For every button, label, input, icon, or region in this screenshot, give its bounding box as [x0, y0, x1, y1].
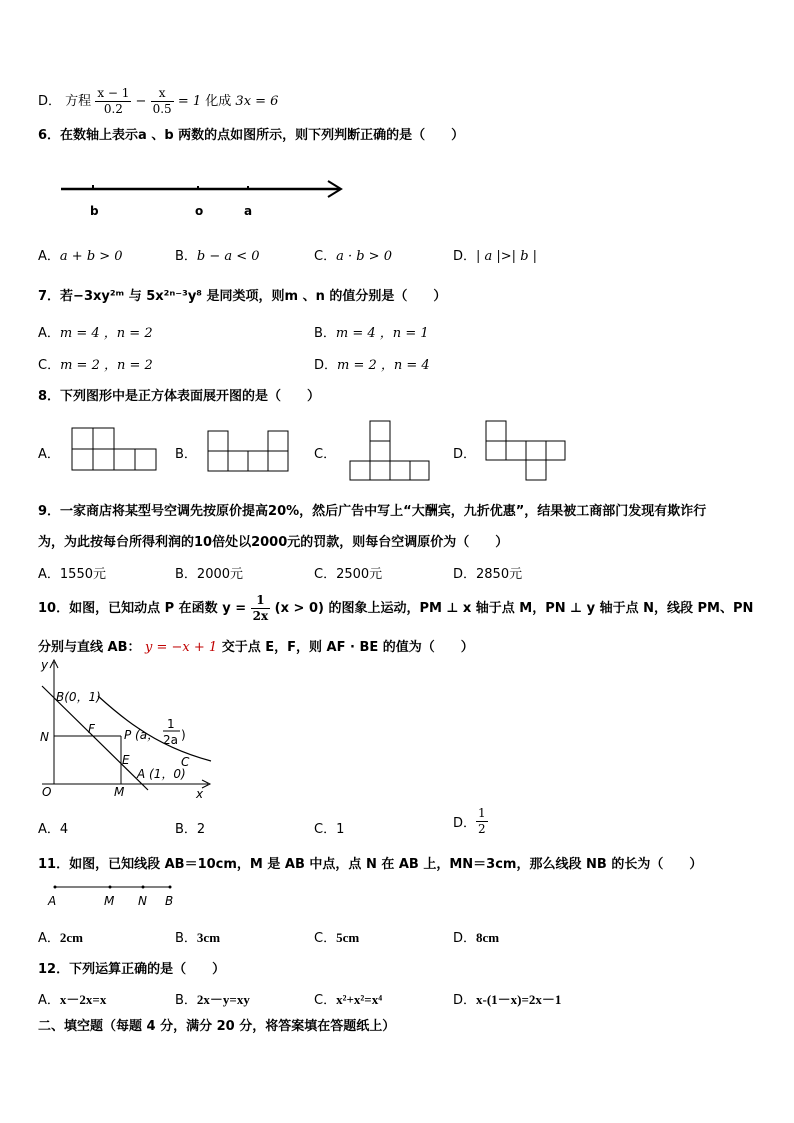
q8-stem: 8．下列图形中是正方体表面展开图的是（ ） [38, 389, 321, 404]
q11-option-a: A．2cm [38, 930, 84, 946]
q10-option-c: C．1 [314, 822, 345, 837]
q10-option-b: B．2 [175, 822, 206, 837]
q12-option-b: B．2x－y=xy [175, 992, 250, 1008]
q10-line-equation: y = −x + 1 [145, 640, 218, 655]
svg-text:2a: 2a [163, 733, 178, 747]
q9-option-a: A．1550元 [38, 567, 106, 582]
q7-stem: 7．若−3xy²ᵐ 与 5x²ⁿ⁻³y⁸ 是同类项，则m 、n 的值分别是（ ） [38, 289, 447, 304]
q7-option-a: A．m = 4 ，n = 2 [38, 326, 153, 341]
q5-option-d-pre: 方程 [65, 94, 92, 109]
q6-option-c: C．a · b > 0 [314, 249, 392, 264]
svg-text:O: O [42, 785, 52, 799]
svg-text:M: M [114, 785, 125, 799]
svg-text:x: x [196, 787, 204, 801]
q7-option-b: B．m = 4 ，n = 1 [314, 326, 429, 341]
q10-function-fraction: $\frac{1}{2x}$ [252, 593, 269, 623]
q6-number-line [55, 175, 355, 220]
q5-rhs: = 1 [177, 94, 202, 109]
svg-text:B(0，1): B(0，1) [56, 690, 101, 704]
q10-option-d: D． $\frac{1}{2}$ [453, 806, 486, 836]
q10-stem-line1: 10．如图，已知动点 P 在函数 y = $\frac{1}{2x}$ (x > 0) 的图象上运动，PM ⊥ x 轴于点 M，PN ⊥ y 轴于点 N，线段 PM、PN [38, 593, 754, 623]
label-b: b [90, 204, 99, 218]
svg-text:B: B [165, 894, 174, 908]
q9-option-b: B．2000元 [175, 567, 244, 582]
q11-option-c: C．5cm [314, 930, 360, 946]
q6-option-d: D．| a |>| b | [453, 249, 538, 264]
q5-minus: − [135, 94, 147, 109]
q12-option-d: D．x-(1－x)=2x－1 [453, 992, 562, 1008]
svg-text:A (1，0): A (1，0) [137, 767, 186, 781]
q8-option-b-label: B． [175, 447, 197, 462]
q5-option-d-label: D． [38, 94, 62, 109]
svg-text:y: y [41, 658, 49, 672]
q10-graph [36, 656, 216, 804]
q11-segment-diagram [45, 880, 185, 910]
q9-stem-line1: 9．一家商店将某型号空调先按原价提高20%，然后广告中写上“大酬宾，九折优惠”，结果被工商部门发现有欺诈行 [38, 504, 707, 519]
section-2-title: 二、填空题（每题 4 分，满分 20 分，将答案填在答题纸上） [38, 1019, 396, 1034]
q5-result: 3x = 6 [235, 94, 279, 109]
svg-text:A: A [48, 894, 57, 908]
q10-option-a: A．4 [38, 822, 69, 837]
q10-stem-line2: 分别与直线 AB： y = −x + 1 交于点 E，F，则 AF · BE 的值为（ ） [38, 640, 474, 655]
svg-text:N: N [138, 894, 147, 908]
q6-option-a: A．a + b > 0 [38, 249, 123, 264]
q7-option-c: C．m = 2 ，n = 2 [38, 358, 153, 373]
q8-option-d-label: D． [453, 447, 477, 462]
q11-option-b: B．3cm [175, 930, 221, 946]
label-o: o [195, 204, 204, 218]
q11-stem: 11．如图，已知线段 AB＝10cm，M 是 AB 中点，点 N 在 AB 上，MN＝3cm，那么线段 NB 的长为（ ） [38, 857, 703, 872]
svg-text:F: F [88, 722, 95, 736]
q8-net-d [485, 420, 567, 482]
q9-option-d: D．2850元 [453, 567, 523, 582]
q8-net-c [349, 420, 431, 482]
q7-option-d: D．m = 2 ，n = 4 [314, 358, 430, 373]
q9-option-c: C．2500元 [314, 567, 383, 582]
q8-net-a [71, 427, 161, 472]
q12-option-a: A．x－2x=x [38, 992, 107, 1008]
q6-stem: 6．在数轴上表示a 、b 两数的点如图所示，则下列判断正确的是（ ） [38, 128, 465, 143]
q11-option-d: D．8cm [453, 930, 500, 946]
q5-option-d [38, 86, 278, 117]
q9-stem-line2: 为，为此按每台所得利润的10倍处以2000元的罚款，则每台空调原价为（ ） [38, 535, 509, 550]
q5-fraction-1: $\frac{x - 1}{0.2}$ [97, 86, 130, 116]
q5-option-d-post: 化成 [205, 94, 232, 109]
svg-text:C: C [181, 755, 190, 769]
q8-option-c-label: C． [314, 447, 337, 462]
q12-option-c: C．x²+x²=x⁴ [314, 992, 383, 1008]
svg-text:): ) [181, 728, 186, 742]
svg-text:E: E [122, 753, 130, 767]
label-a: a [244, 204, 253, 218]
q6-option-b: B．b − a < 0 [175, 249, 260, 264]
svg-text:M: M [104, 894, 115, 908]
svg-text:1: 1 [167, 717, 175, 731]
q12-stem: 12．下列运算正确的是（ ） [38, 962, 226, 977]
svg-text:N: N [40, 730, 49, 744]
q8-option-a-label: A． [38, 447, 60, 462]
q5-fraction-2: $\frac{x}{0.5}$ [152, 86, 172, 116]
svg-text:P (a，: P (a， [124, 728, 160, 742]
q8-net-b [207, 430, 291, 472]
